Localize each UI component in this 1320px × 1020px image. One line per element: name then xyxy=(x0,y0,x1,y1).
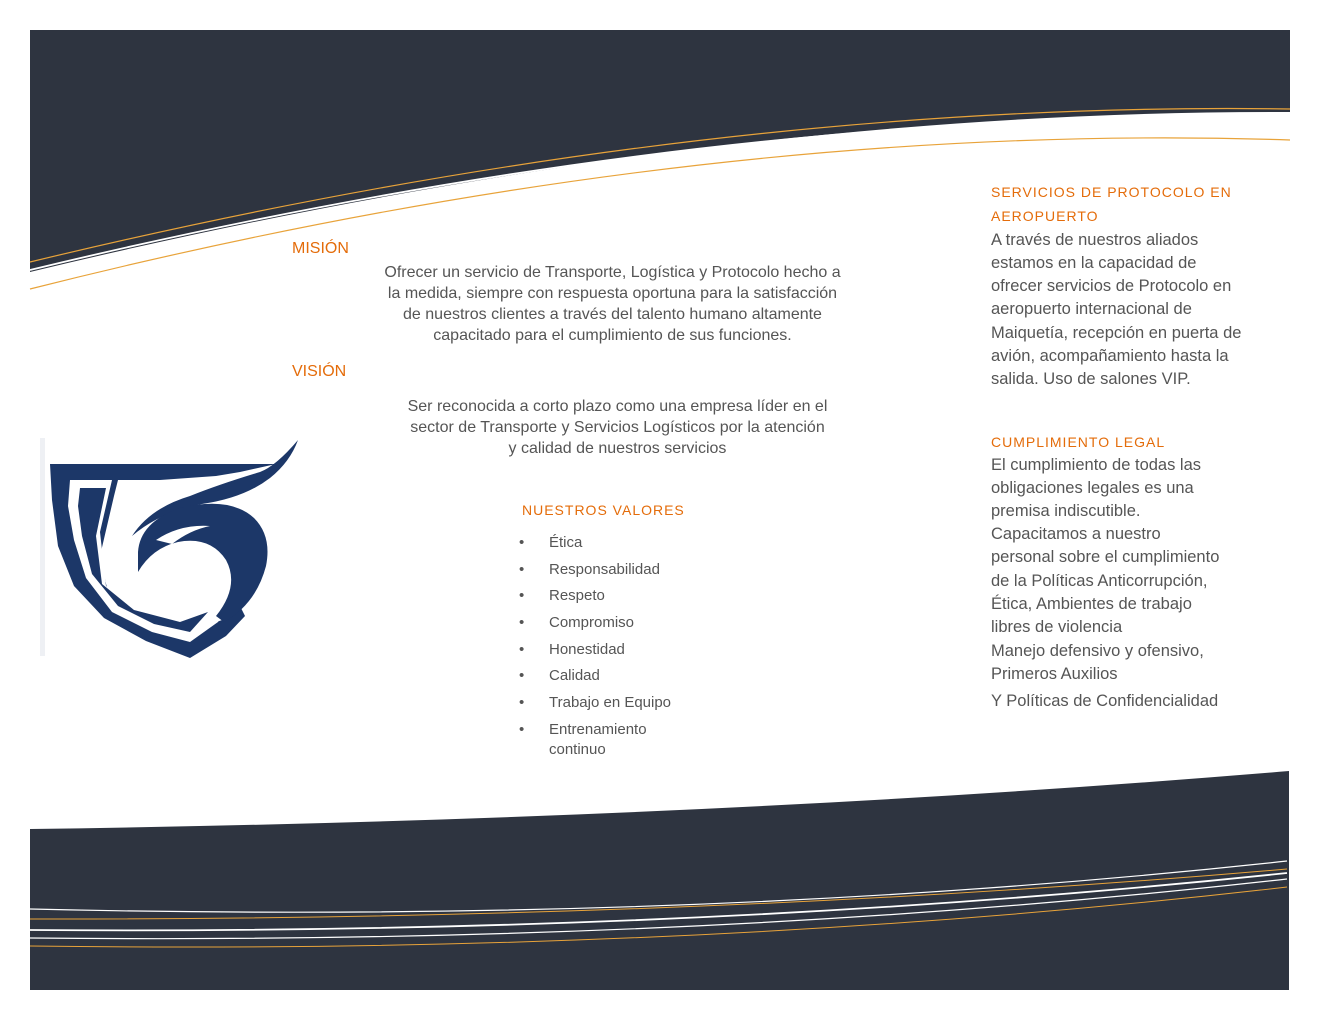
protocol-title-line: AEROPUERTO xyxy=(991,208,1099,224)
legal-line: de la Políticas Anticorrupción, xyxy=(991,572,1208,590)
mission-line: la medida, siempre con respuesta oportuna para la satisfacción xyxy=(387,285,838,302)
list-item: • Responsabilidad xyxy=(519,560,719,580)
vision-title: VISIÓN xyxy=(292,363,347,380)
mission-line: capacitado para el cumplimiento de sus funciones. xyxy=(433,327,792,344)
protocol-line: estamos en la capacidad de xyxy=(991,254,1197,272)
protocol-line: aeropuerto internacional de xyxy=(991,300,1192,318)
mission-title: MISIÓN xyxy=(292,240,349,257)
list-item: • Entrenamiento continuo xyxy=(519,720,669,760)
legal-title: CUMPLIMIENTO LEGAL xyxy=(991,434,1166,450)
protocol-line: Maiquetía, recepción en puerta de xyxy=(991,324,1242,342)
legal-line: Capacitamos a nuestro xyxy=(991,525,1161,543)
list-item: • Calidad xyxy=(519,666,719,686)
legal-line: Manejo defensivo y ofensivo, xyxy=(991,642,1204,660)
protocol-line: ofrecer servicios de Protocolo en xyxy=(991,277,1232,295)
values-title: NUESTROS VALORES xyxy=(522,502,685,518)
eagle-shield-logo xyxy=(40,436,302,660)
protocol-title-line: SERVICIOS DE PROTOCOLO EN xyxy=(991,184,1232,200)
bottom-banner xyxy=(30,771,1289,990)
legal-line: Primeros Auxilios xyxy=(991,665,1118,683)
vision-line: sector de Transporte y Servicios Logísticos por la atención xyxy=(410,419,825,436)
mission-line: Ofrecer un servicio de Transporte, Logística y Protocolo hecho a xyxy=(384,264,841,281)
legal-line: personal sobre el cumplimiento xyxy=(991,548,1220,566)
list-item: • Respeto xyxy=(519,586,719,606)
values-list xyxy=(519,533,719,767)
legal-line: Ética, Ambientes de trabajo xyxy=(991,595,1192,613)
vision-line: y calidad de nuestros servicios xyxy=(508,440,727,457)
list-item: • Trabajo en Equipo xyxy=(519,693,719,713)
protocol-line: avión, acompañamiento hasta la xyxy=(991,347,1229,365)
list-item: • Honestidad xyxy=(519,640,719,660)
legal-line: Y Políticas de Confidencialidad xyxy=(991,692,1219,710)
list-item: • Compromiso xyxy=(519,613,719,633)
legal-line: libres de violencia xyxy=(991,618,1123,636)
legal-line: premisa indiscutible. xyxy=(991,502,1141,520)
vision-line: Ser reconocida a corto plazo como una empresa líder en el xyxy=(407,398,828,415)
protocol-line: A través de nuestros aliados xyxy=(991,231,1199,249)
list-item: • Ética xyxy=(519,533,719,553)
legal-line: obligaciones legales es una xyxy=(991,479,1194,497)
legal-line: El cumplimiento de todas las xyxy=(991,456,1202,474)
mission-line: de nuestros clientes a través del talento humano altamente xyxy=(403,306,822,323)
protocol-line: salida. Uso de salones VIP. xyxy=(991,370,1191,388)
